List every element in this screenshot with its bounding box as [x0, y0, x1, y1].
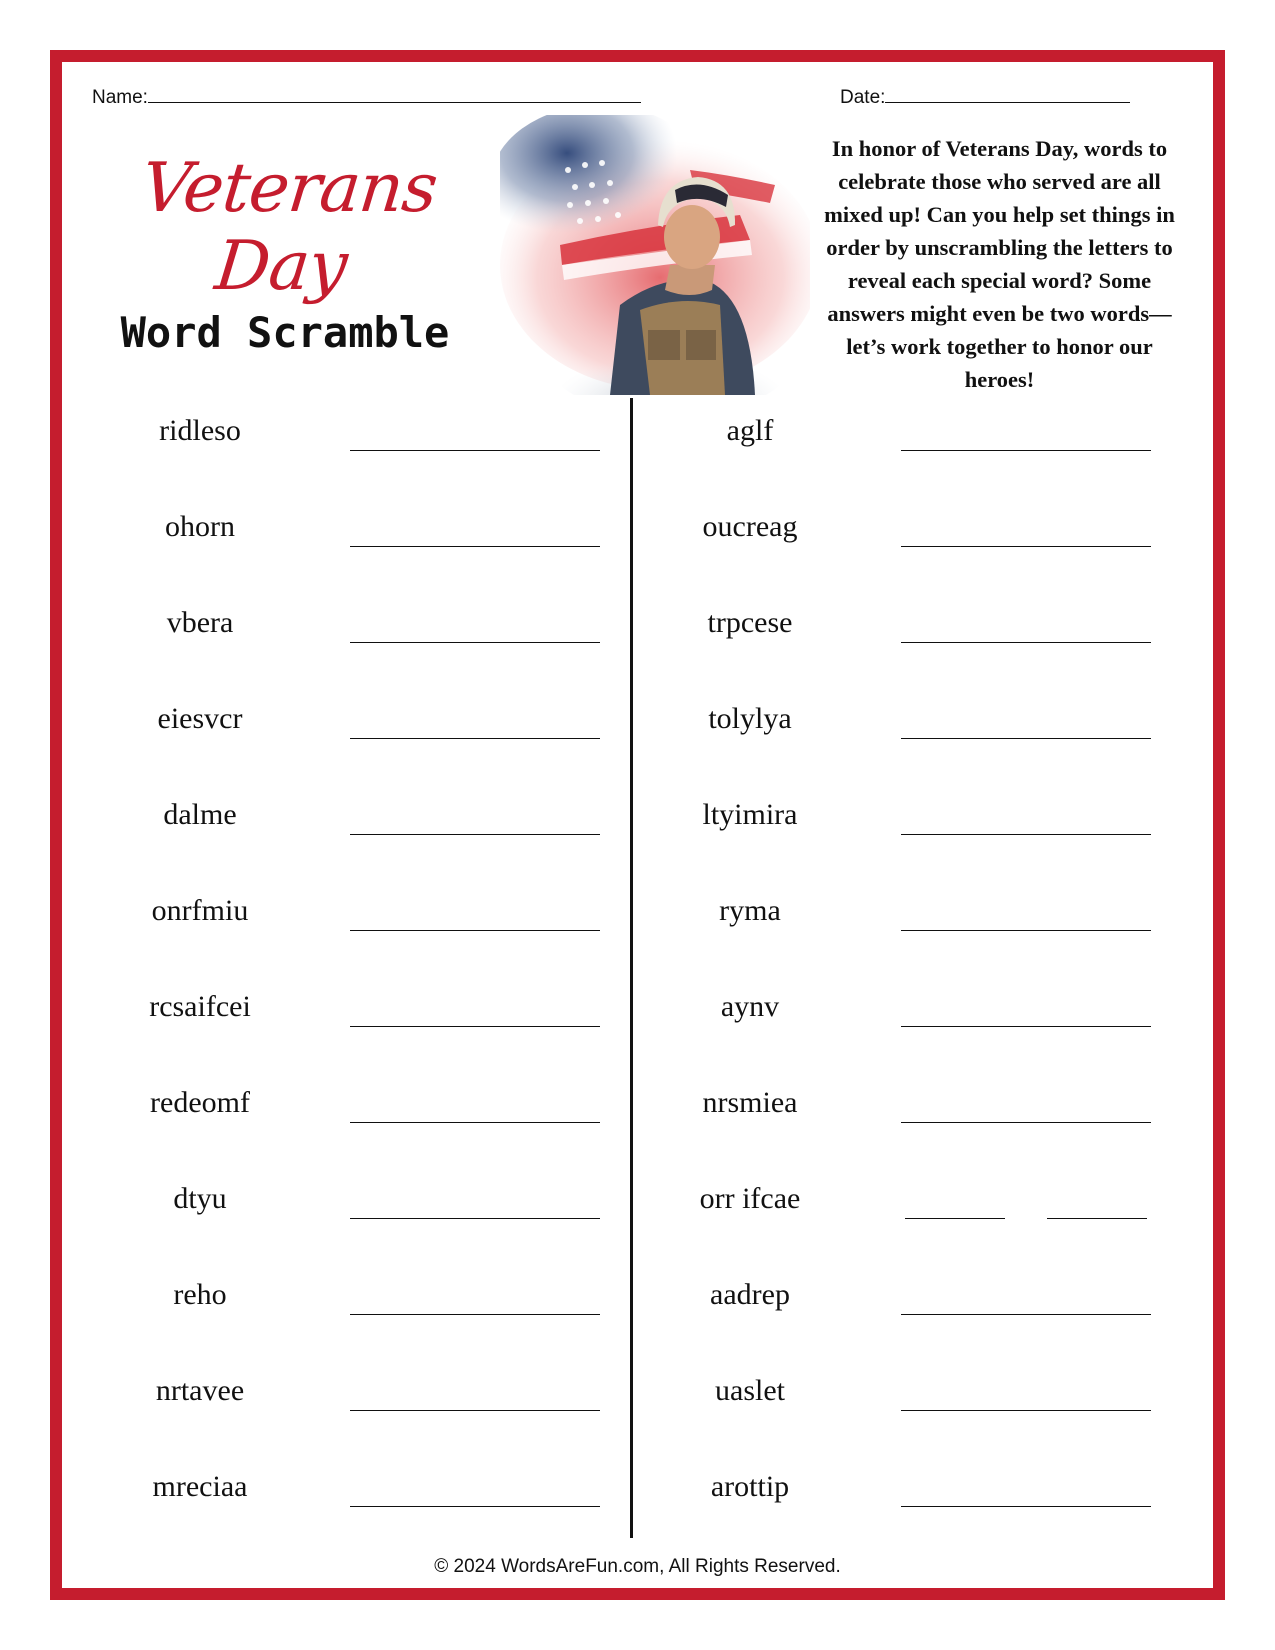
- answer-line[interactable]: [901, 1410, 1151, 1411]
- word-row: [650, 1168, 1170, 1264]
- word-row: [100, 1168, 620, 1264]
- scrambled-word: aynv: [720, 990, 780, 1023]
- word-list-right: [650, 400, 1170, 1552]
- column-divider: [630, 398, 633, 1538]
- copyright-footer: © 2024 WordsAreFun.com, All Rights Reserved.: [434, 1556, 841, 1577]
- word-row: [650, 400, 1170, 496]
- word-row: [650, 496, 1170, 592]
- word-row: [650, 592, 1170, 688]
- scrambled-word: nrsmiea: [702, 1086, 798, 1119]
- date-field[interactable]: [840, 84, 1130, 109]
- scrambled-word: nrtavee: [155, 1374, 245, 1407]
- scrambled-word: ridleso: [159, 414, 241, 447]
- scrambled-word: reho: [173, 1278, 227, 1311]
- answer-line[interactable]: [350, 546, 600, 547]
- answer-line[interactable]: [901, 1314, 1151, 1315]
- answer-line[interactable]: [350, 738, 600, 739]
- answer-line[interactable]: [350, 1026, 600, 1027]
- word-row: [650, 784, 1170, 880]
- title-block: [80, 150, 490, 360]
- word-row: [100, 688, 620, 784]
- answer-line[interactable]: [350, 1314, 600, 1315]
- answer-line[interactable]: [350, 834, 600, 835]
- word-row: [100, 496, 620, 592]
- word-row: [100, 976, 620, 1072]
- answer-line[interactable]: [901, 834, 1151, 835]
- word-row: [100, 1360, 620, 1456]
- word-row: [650, 1456, 1170, 1552]
- date-label: Date:: [840, 87, 886, 108]
- answer-line[interactable]: [350, 642, 600, 643]
- page-subtitle: Word Scramble: [120, 308, 450, 357]
- answer-line[interactable]: [350, 1122, 600, 1123]
- answer-line[interactable]: [901, 1026, 1151, 1027]
- scrambled-word: dtyu: [173, 1182, 227, 1215]
- scrambled-word: aglf: [726, 414, 774, 447]
- word-row: [650, 688, 1170, 784]
- scrambled-word: oucreag: [702, 510, 798, 543]
- scrambled-word: onrfmiu: [151, 894, 249, 927]
- word-row: [650, 1360, 1170, 1456]
- word-row: [650, 976, 1170, 1072]
- answer-line[interactable]: [901, 930, 1151, 931]
- scrambled-word: uaslet: [715, 1374, 785, 1407]
- scrambled-word: orr ifcae: [699, 1182, 801, 1215]
- answer-line[interactable]: [901, 546, 1151, 547]
- answer-line[interactable]: [350, 930, 600, 931]
- answer-line[interactable]: [350, 450, 600, 451]
- answer-line[interactable]: [901, 450, 1151, 451]
- word-row: [100, 1264, 620, 1360]
- word-row: [650, 1264, 1170, 1360]
- answer-line-first-word[interactable]: [905, 1218, 1005, 1219]
- scrambled-word: dalme: [163, 798, 237, 831]
- answer-line[interactable]: [901, 642, 1151, 643]
- name-field[interactable]: [92, 84, 641, 109]
- answer-line[interactable]: [901, 1122, 1151, 1123]
- answer-line[interactable]: [901, 1506, 1151, 1507]
- scrambled-word: eiesvcr: [157, 702, 243, 735]
- answer-line[interactable]: [901, 738, 1151, 739]
- date-input-line[interactable]: [885, 84, 1130, 103]
- word-row: [100, 880, 620, 976]
- word-row: [650, 880, 1170, 976]
- scrambled-word: rcsaifcei: [149, 990, 251, 1023]
- scrambled-word: ltyimira: [702, 798, 798, 831]
- scrambled-word: arottip: [710, 1470, 790, 1503]
- answer-line[interactable]: [350, 1410, 600, 1411]
- word-row: [100, 784, 620, 880]
- scrambled-word: aadrep: [710, 1278, 790, 1311]
- word-row: [100, 1456, 620, 1552]
- name-input-line[interactable]: [148, 84, 641, 103]
- scrambled-word: trpcese: [707, 606, 793, 639]
- answer-line[interactable]: [350, 1218, 600, 1219]
- word-row: [100, 592, 620, 688]
- word-row: [650, 1072, 1170, 1168]
- word-row: [100, 400, 620, 496]
- scrambled-word: mreciaa: [152, 1470, 248, 1503]
- scrambled-word: ryma: [719, 894, 781, 927]
- scrambled-word: ohorn: [165, 510, 235, 543]
- name-label: Name:: [92, 87, 148, 108]
- scrambled-word: vbera: [166, 606, 234, 639]
- answer-line[interactable]: [350, 1506, 600, 1507]
- word-list-left: [100, 400, 620, 1552]
- answer-line-second-word[interactable]: [1047, 1218, 1147, 1219]
- scrambled-word: tolylya: [708, 702, 792, 735]
- instructions-text: In honor of Veterans Day, words to celebrate those who served are all mixed up! Can you help set things in order by unscrambling the letters to reveal each special word? Some answers might even be two words—let’s work together to honor our heroes!: [824, 136, 1175, 392]
- two-word-answer: [905, 1218, 1150, 1220]
- soldier-flag-illustration-icon: [500, 115, 810, 395]
- word-row: [100, 1072, 620, 1168]
- page-title: Veterans Day: [137, 149, 441, 306]
- scrambled-word: redeomf: [150, 1086, 250, 1119]
